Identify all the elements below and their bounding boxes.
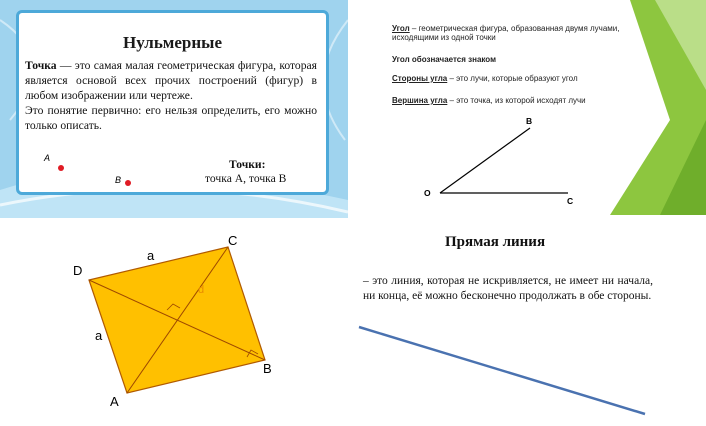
sides-term: Стороны угла: [392, 74, 448, 83]
point-b-dot: [125, 180, 131, 186]
definition-text: [25, 58, 317, 133]
angle-term: Угол: [392, 24, 410, 33]
sides-rest: – это лучи, которые образуют угол: [447, 74, 578, 83]
definition-rest: — это самая малая геометрическая фигура, которая является основой всех прочих построений (фигур) в любом изображении или чертеже.: [25, 59, 317, 102]
angle-vertex: [392, 96, 586, 105]
panel-title: Нульмерные: [122, 33, 223, 52]
term: Точка: [25, 59, 57, 72]
vertex-term: Вершина угла: [392, 96, 448, 105]
label-o: O: [424, 188, 431, 198]
zero-dim-panel: [0, 0, 348, 218]
line-panel: [355, 222, 706, 426]
label-d-diagonal: d: [198, 284, 205, 296]
vertex-a: A: [110, 394, 119, 409]
label-b: B: [526, 116, 533, 126]
angle-notation: Угол обозначается знаком: [392, 55, 497, 64]
panel-title: Прямая линия: [445, 234, 546, 250]
label-a-left: a: [95, 328, 103, 343]
vertex-rest: – это точка, из которой исходят лучи: [447, 96, 586, 105]
angle-definition-rest: – геометрическая фигура, образованная двумя лучами, исходящими из одной точки: [392, 24, 620, 42]
line-diagram: [355, 222, 706, 426]
label-c: C: [567, 196, 574, 206]
vertex-c: C: [228, 233, 238, 248]
ray-ob: [440, 128, 530, 193]
point-a-dot: [58, 165, 64, 171]
points-text: точка A, точка B: [205, 172, 287, 185]
square-panel: [15, 230, 333, 420]
angle-sides: [392, 74, 578, 83]
vertex-d: D: [73, 263, 83, 278]
line-definition: – это линия, которая не искривляется, не имеет ни начала, ни конца, её можно бесконечно продолжать в обе стороны.: [363, 275, 653, 302]
angle-panel: [360, 0, 706, 215]
straight-line: [359, 327, 645, 414]
square-diagram: [15, 230, 333, 420]
angle-definition: [392, 24, 622, 42]
vertex-b: B: [263, 361, 272, 376]
note: Это понятие первично: его нельзя определить, его можно только описать.: [25, 104, 317, 132]
point-b-label: B: [115, 175, 122, 185]
points-heading: Точки:: [229, 158, 266, 171]
label-a-top: a: [147, 248, 155, 263]
point-a-label: A: [44, 153, 51, 163]
points-caption: [205, 158, 315, 186]
